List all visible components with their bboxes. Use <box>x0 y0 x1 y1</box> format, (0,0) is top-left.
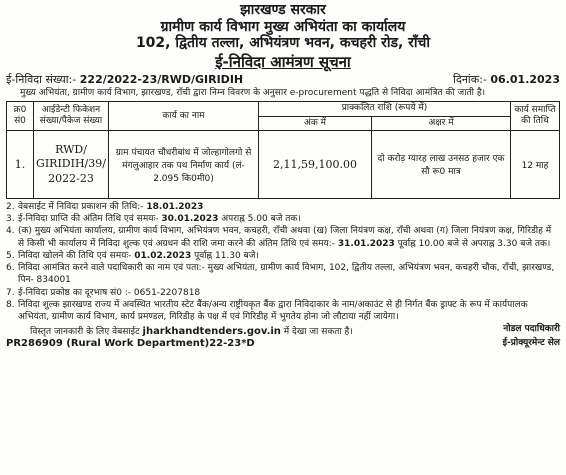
notice-date-value: 06.01.2023 <box>490 73 560 87</box>
note-text: निविदा खोलने की तिथि एवं समयः- <box>18 250 132 261</box>
note-item <box>6 250 560 262</box>
note-date: 18.01.2023 <box>146 201 204 212</box>
row-work-name: ग्राम पंचायत चौधरीबांध में जोल्हागोलगो से मंगलुआहार तक पथ निर्माण कार्य (लं- 2.095 कि0मी0) <box>109 130 259 198</box>
website-info-suffix: में देखा जा सकता है। <box>283 327 353 338</box>
pr-number: PR286909 (Rural Work Department)22-23*D <box>6 338 255 350</box>
note-date: 31.01.2023 <box>337 238 395 249</box>
col-header-duration: कार्य समाप्ति की तिथि <box>511 102 560 131</box>
row-package-id-line3: 2022-23 <box>48 171 94 185</box>
note-date: 30.01.2023 <box>161 214 219 225</box>
col-header-sn: क्र0 सं0 <box>7 102 34 131</box>
note-number: 4. <box>6 226 15 237</box>
row-package-id-line2: GIRIDIH/39/ <box>36 157 106 171</box>
note-text: वेबसाईट में निविदा प्रकाशन की तिथि:- <box>18 201 144 212</box>
note-text: ई-निविदा प्रकोष्ठ का दूरभाष सं0 :- 0651-2207818 <box>18 287 201 298</box>
notice-date <box>453 72 560 87</box>
footer-row <box>6 338 560 349</box>
tender-number-label: ई-निविदा संख्या:- <box>6 73 77 87</box>
note-item <box>6 201 560 213</box>
note-text: निविदा आमंत्रित करने वाले पदाधिकारी का नाम एवं पता:- मुख्य अभियंता, ग्रामीण कार्य विभाग, 102, द्वितीय तल्ला, अभियंत्रण भवन, कचहरी चौक, राँची, झारखण्ड, पिन- 834001 <box>18 263 555 286</box>
website-info-row <box>6 324 560 337</box>
note-number: 2. <box>6 201 15 212</box>
tender-number-value: 222/2022-23/RWD/GIRIDIH <box>79 73 244 87</box>
nodal-officer-cell: ई-प्रोक्यूरमेन्ट सेल <box>502 338 560 349</box>
tender-table <box>6 101 560 199</box>
note-time: पूर्वाह्न 11.30 बजे। <box>194 250 259 261</box>
row-amount-words: दो करोड़ ग्यारह लाख उनसठ हजार एक सौ रू0 मात्र <box>372 130 511 198</box>
note-item <box>6 225 560 249</box>
notice-title: ई-निविदा आमंत्रण सूचना <box>215 52 351 71</box>
intro-text: मुख्य अभियंता, ग्रामीण कार्य विभाग, झारखण्ड, राँची द्वारा निम्न विवरण के अनुसार e-procurement पद्धति से निविदा आमंत्रित की जाती है। <box>20 88 486 99</box>
note-item <box>6 287 560 299</box>
table-header-row <box>7 102 560 116</box>
notes-list <box>6 201 560 323</box>
table-row <box>7 130 560 198</box>
row-amount: 2,11,59,100.00 <box>259 130 372 198</box>
website-info <box>6 324 353 337</box>
office-address: 102, द्वितीय तल्ला, अभियंत्रण भवन, कचहरी रोड, राँची <box>135 35 431 52</box>
row-sn: 1. <box>7 130 34 198</box>
notice-date-label: दिनांक:- <box>453 73 487 87</box>
note-item <box>6 213 560 225</box>
col-header-work: कार्य का नाम <box>109 102 259 131</box>
office-name: ग्रामीण कार्य विभाग मुख्य अभियंता का कार्यालय <box>160 18 406 35</box>
row-duration: 12 माह <box>511 130 560 198</box>
col-header-cost-words: अक्षर में <box>372 116 511 130</box>
nodal-officer <box>503 324 560 337</box>
nodal-officer-title: नोडल पदाधिकारी <box>503 324 560 335</box>
note-number: 6. <box>6 263 15 274</box>
website-info-prefix: विस्तृत जानकारी के लिए वेबसाईट <box>30 327 140 338</box>
note-text: ई-निविदा प्राप्ति की अंतिम तिथि एवं समयः- <box>18 214 159 225</box>
government-name: झारखण्ड सरकार <box>240 2 326 18</box>
note-number: 8. <box>6 299 15 310</box>
row-package-id <box>34 130 109 198</box>
tender-number <box>6 72 243 87</box>
note-time: अपराह्न 5.00 बजे तक। <box>221 214 301 225</box>
col-header-cost-figures: अंक में <box>259 116 372 130</box>
note-number: 7. <box>6 287 15 298</box>
note-time: पूर्वाह्न 10.00 बजे से अपराह्न 3.30 बजे तक। <box>397 238 551 249</box>
row-package-id-line1: RWD/ <box>55 142 87 156</box>
note-date: 01.02.2023 <box>134 250 192 261</box>
note-text: (क) मुख्य अभियंता कार्यालय, ग्रामीण कार्य विभाग, अभियंत्रण भवन, कचहरी, राँची अथवा (ख) जिला नियंत्रण कक्ष, राँची अथवा (ग) जिला नियंत्रण कक्ष, गिरिडीह में से किसी भी कार्यालय में निविदा शुल्क एवं अग्रधन की राशि जमा करने की अंतिम तिथि एवं समय:- <box>18 226 552 249</box>
note-text: निविदा शुल्क झारखण्ड राज्य में अवस्थित भारतीय स्टेट बैंक/अन्य राष्ट्रीयकृत बैंक द्वारा निविदाकार के नाम/अकाउंट से ही निर्गत बैंक ड्राफ्ट के रूप में कार्यपालक अभियंता, ग्रामीण कार्य विभाग, कार्य प्रमण्डल, गिरिडीह के पक्ष में एवं गिरिडीह में भुगतेय होना जो लौटाया नहीं जायेगा। <box>18 299 528 322</box>
notice-header <box>6 2 560 71</box>
note-item <box>6 262 560 286</box>
website-link[interactable]: jharkhandtenders.gov.in <box>142 326 281 338</box>
note-number: 5. <box>6 250 15 261</box>
col-header-cost: प्राक्कलित राशि (रूपये में) <box>259 102 511 116</box>
col-header-id: आईडेन्टी फिकेशन संख्या/पैकेज संख्या <box>34 102 109 131</box>
note-number: 3. <box>6 214 15 225</box>
reference-row <box>6 72 560 87</box>
note-item <box>6 299 560 323</box>
